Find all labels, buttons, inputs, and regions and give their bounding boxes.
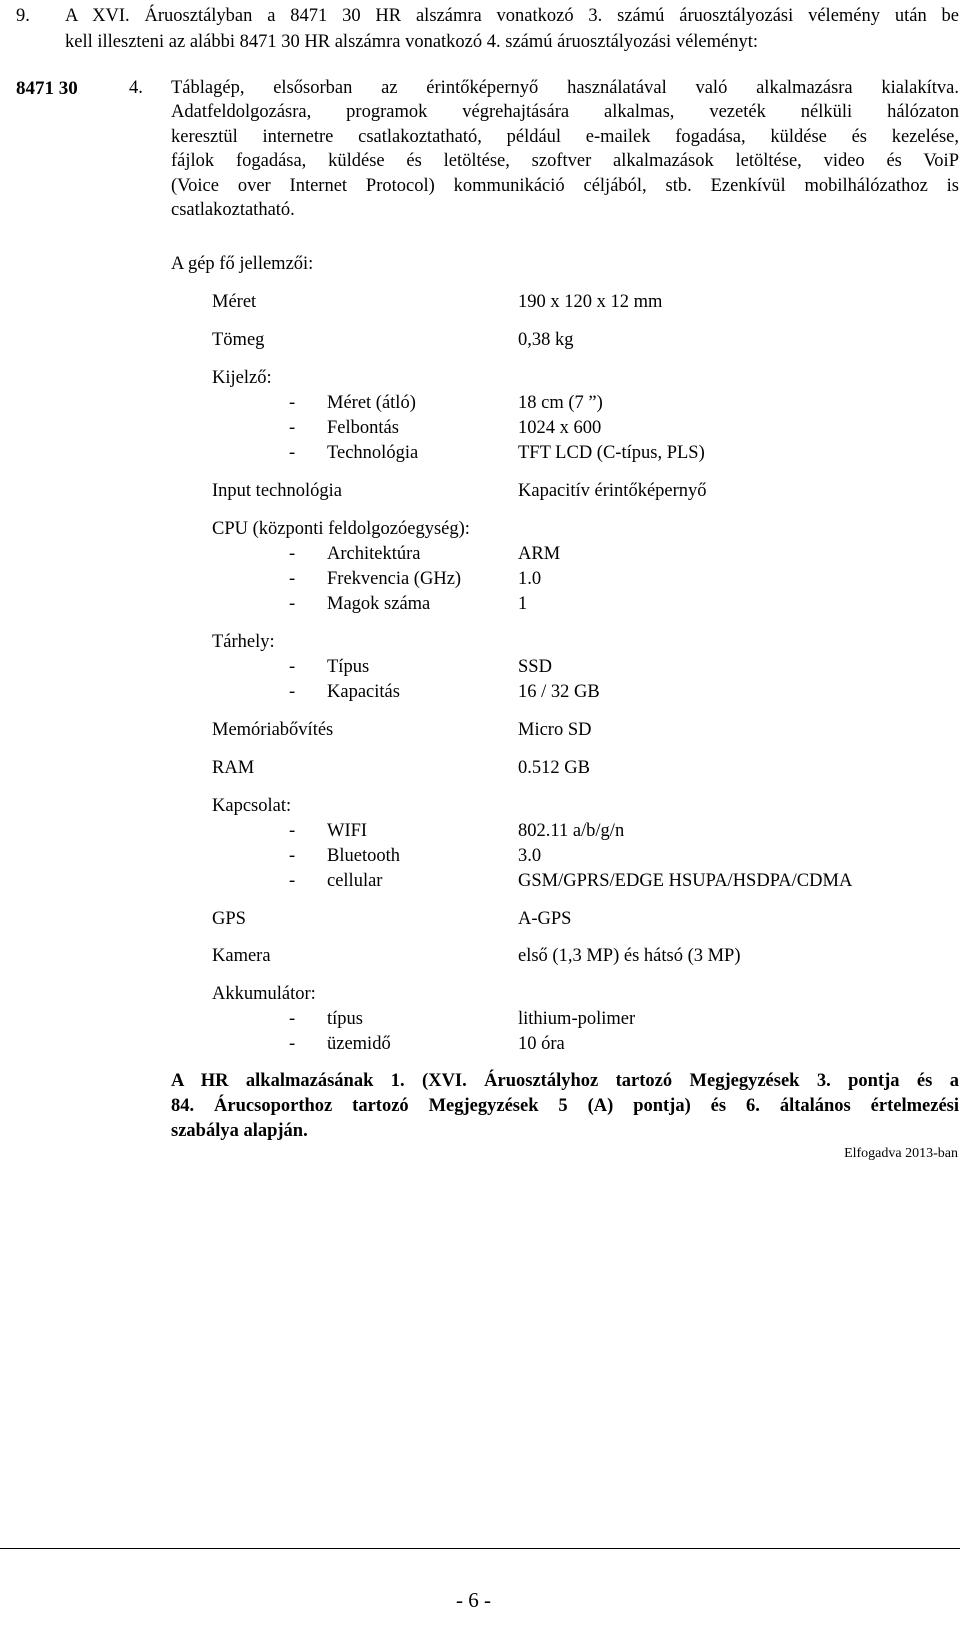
header-line-2: kell illeszteni az alábbi 8471 30 HR alszámra vonatkozó 4. számú áruosztályozási véleményt: [65,32,759,52]
spec-label: Input technológia [212,481,342,501]
spec-sub-label: Bluetooth [327,846,400,866]
spec-label: Kamera [212,946,271,966]
item-number: 9. [16,6,30,26]
spec-value: lithium-polimer [518,1009,636,1029]
spec-group-label: CPU (központi feldolgozóegység): [212,519,470,539]
spec-sub-label: Felbontás [327,418,399,438]
spec-sub-label: Magok száma [327,594,431,614]
list-dash: - [289,393,296,413]
spec-value: 1024 x 600 [518,418,602,438]
spec-sub-label: Technológia [327,443,419,463]
spec-label: GPS [212,909,246,929]
description-line: csatlakoztatható. [171,200,295,220]
spec-value: GSM/GPRS/EDGE HSUPA/HSDPA/CDMA [518,871,853,891]
spec-group-label: Kijelző: [212,368,272,388]
page-number: - 6 - [456,1588,491,1612]
spec-value: Micro SD [518,720,592,740]
adopted-note: Elfogadva 2013-ban [844,1146,958,1161]
legal-basis-line: 84. Árucsoporthoz tartozó Megjegyzések 5 (A) pontja) és 6. általános értelmezési [171,1096,959,1116]
legal-basis-line: A HR alkalmazásának 1. (XVI. Áruosztályhoz tartozó Megjegyzések 3. pontja és a [171,1071,959,1091]
spec-label: Tömeg [212,330,265,350]
spec-sub-label: Architektúra [327,544,421,564]
spec-value: 802.11 a/b/g/n [518,821,625,841]
spec-value: SSD [518,657,552,677]
spec-value: első (1,3 MP) és hátsó (3 MP) [518,946,741,966]
list-dash: - [289,1034,296,1054]
list-dash: - [289,443,296,463]
spec-label: Memóriabővítés [212,720,334,740]
spec-group-label: Tárhely: [212,632,275,652]
opinion-title: Táblagép, elsősorban az érintőképernyő használatával való alkalmazásra kialakítva. [171,78,959,98]
list-dash: - [289,1009,296,1029]
list-dash: - [289,657,296,677]
legal-basis-line: szabálya alapján. [171,1121,308,1141]
spec-group-label: Kapcsolat: [212,796,292,816]
list-dash: - [289,418,296,438]
description-line: Adatfeldolgozásra, programok végrehajtására alkalmas, vezeték nélküli hálózaton [171,102,959,122]
features-heading: A gép fő jellemzői: [171,254,314,274]
hs-code: 8471 30 [16,78,78,99]
description-line: fájlok fogadása, küldése és letöltése, szoftver alkalmazások letöltése, video és VoiP [171,151,959,171]
list-dash: - [289,544,296,564]
spec-value: TFT LCD (C-típus, PLS) [518,443,705,463]
spec-value: 0,38 kg [518,330,574,350]
spec-value: ARM [518,544,561,564]
spec-value: 16 / 32 GB [518,682,600,702]
spec-value: 0.512 GB [518,758,590,778]
description-line: (Voice over Internet Protocol) kommunikáció céljából, stb. Ezenkívül mobilhálózathoz is [171,176,959,196]
list-dash: - [289,569,296,589]
list-dash: - [289,871,296,891]
list-dash: - [289,846,296,866]
list-dash: - [289,821,296,841]
spec-sub-label: Típus [327,657,370,677]
spec-label: RAM [212,758,255,778]
opinion-number: 4. [129,78,143,98]
list-dash: - [289,682,296,702]
spec-value: 190 x 120 x 12 mm [518,292,663,312]
footer-rule [0,1548,960,1549]
spec-sub-label: típus [327,1009,363,1029]
spec-value: Kapacitív érintőképernyő [518,481,707,501]
list-dash: - [289,594,296,614]
spec-sub-label: Méret (átló) [327,393,416,413]
spec-value: 18 cm (7 ”) [518,393,603,413]
spec-group-label: Akkumulátor: [212,984,316,1004]
spec-sub-label: cellular [327,871,383,891]
description-line: keresztül internetre csatlakoztatható, például e-mailek fogadása, küldése és kezelése, [171,127,959,147]
spec-value: 1 [518,594,528,614]
spec-sub-label: WIFI [327,821,368,841]
spec-label: Méret [212,292,257,312]
spec-sub-label: Kapacitás [327,682,400,702]
spec-value: 3.0 [518,846,542,866]
spec-value: 10 óra [518,1034,565,1054]
spec-sub-label: üzemidő [327,1034,391,1054]
spec-value: A-GPS [518,909,572,929]
header-line-1: A XVI. Áruosztályban a 8471 30 HR alszámra vonatkozó 3. számú áruosztályozási vélemény után be [65,6,959,26]
spec-sub-label: Frekvencia (GHz) [327,569,462,589]
spec-value: 1.0 [518,569,542,589]
